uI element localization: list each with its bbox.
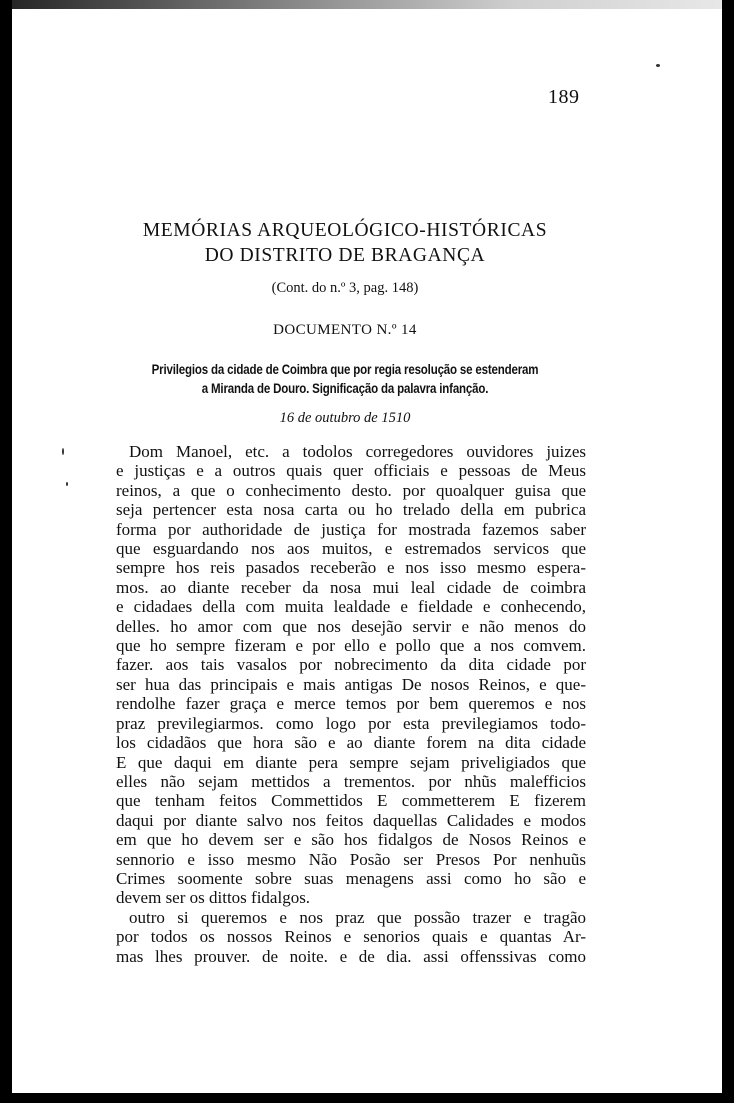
body-line: que tenham feitos Commettidos E commetterem E fizerem <box>116 791 586 811</box>
summary-line-1: Privilegios da cidade de Coimbra que por regia resolução se estenderam <box>151 362 539 377</box>
body-line: por todos os nossos Reinos e senorios quais e quantas Ar- <box>116 927 586 947</box>
body-text <box>116 442 586 966</box>
document-heading: DOCUMENTO N.º 14 <box>273 322 417 338</box>
body-line: e justiças e a outros quais quer officiais e pessoas de Meus <box>116 461 586 481</box>
body-line: seja pertencer esta nosa carta ou ho trelado della em pubrica <box>116 500 586 520</box>
article-title <box>110 218 580 268</box>
scan-speck <box>62 448 64 455</box>
body-line: fazer. aos tais vasalos por nobrecimento da dita cidade por <box>116 655 586 675</box>
page-number: 189 <box>548 86 580 108</box>
body-line: E que daqui em diante pera sempre sejam priveligiados que <box>116 752 586 772</box>
body-line: mos. ao diante receber da nosa mui leal cidade de coimbra <box>116 577 586 597</box>
document-summary <box>139 360 552 398</box>
title-line-2: DO DISTRITO DE BRAGANÇA <box>204 245 486 266</box>
body-line: delles. ho amor com que nos desejão servir e não menos do <box>116 616 586 636</box>
summary-line-2: a Miranda de Douro. Significação da palavra infanção. <box>201 381 489 396</box>
scan-border-top <box>0 0 734 9</box>
scan-border-bottom <box>0 1093 734 1103</box>
continuation-note: (Cont. do n.º 3, pag. 148) <box>271 280 419 296</box>
scan-border-left <box>0 0 12 1103</box>
body-line: rendolhe fazer graça e merce temos por bem queremos e nos <box>116 694 586 714</box>
body-line: forma por authoridade de justiça for mostrada fazemos saber <box>116 519 586 539</box>
body-line: que esguardando nos aos muitos, e estremados servicos que <box>116 539 586 559</box>
scan-speck <box>66 482 68 486</box>
body-line: mas lhes prouver. de noite. e de dia. assi offenssivas como <box>116 946 586 966</box>
body-line: daqui por diante salvo nos feitos daquellas Calidades e modos <box>116 810 586 830</box>
body-line: Dom Manoel, etc. a todolos corregedores ouvidores juizes <box>129 442 586 461</box>
body-line: ser hua das principais e mais antigas De nosos Reinos, e que- <box>116 674 586 694</box>
body-line: Crimes soomente sobre suas menagens assi como ho são e <box>116 868 586 888</box>
body-line: sennorio e isso mesmo Não Posão ser Presos Por nenhuũs <box>116 849 586 869</box>
body-line: que ho sempre fizeram e por ello e pollo que a nos comvem. <box>116 636 586 656</box>
body-line: praz previlegiarmos. como logo por esta previlegiamos todo- <box>116 713 586 733</box>
document-date: 16 de outubro de 1510 <box>279 410 411 426</box>
body-line: reinos, a que o conhecimento desto. por quoalquer guisa que <box>116 480 586 500</box>
body-line: outro si queremos e nos praz que possão trazer e tragão <box>129 907 586 927</box>
body-line: sempre hos reis pasados receberão e nos isso mesmo espera- <box>116 558 586 578</box>
body-line: devem ser os dittos fidalgos. <box>116 888 311 908</box>
body-line: elles não sejam mettidos a trementos. por nhũs malefficios <box>116 771 586 791</box>
body-line: em que ho devem ser e são hos fidalgos de Nosos Reinos e <box>116 830 586 850</box>
scan-border-right <box>722 0 734 1103</box>
scan-speck <box>656 64 660 67</box>
title-line-1: MEMÓRIAS ARQUEOLÓGICO-HISTÓRICAS <box>142 220 548 241</box>
body-line: los cidadãos que hora são e ao diante forem na dita cidade <box>116 733 586 753</box>
body-line: e cidadaes della com muita lealdade e fieldade e conhecendo, <box>116 597 586 617</box>
